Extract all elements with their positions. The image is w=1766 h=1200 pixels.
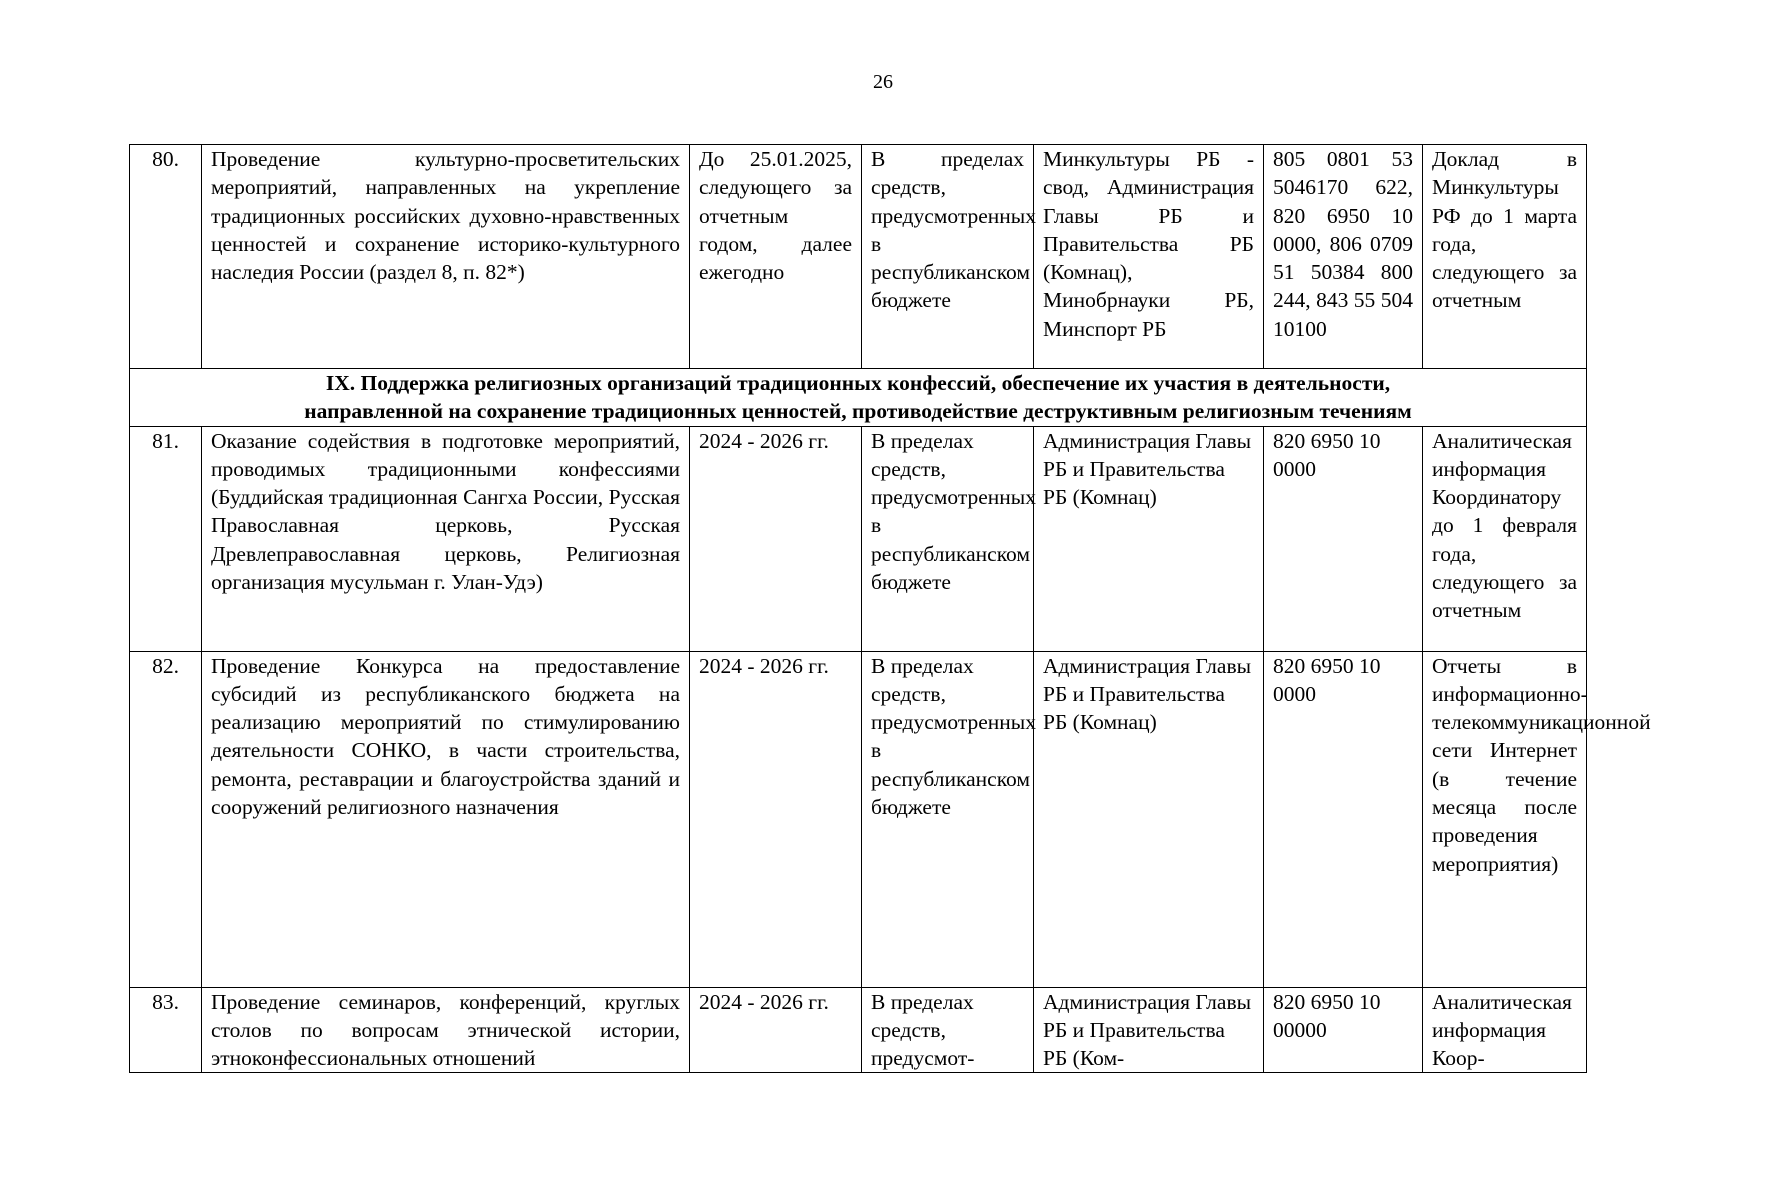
budget-codes-cell: 820 6950 10 0000: [1264, 426, 1423, 651]
action-plan-table: [129, 144, 1651, 1073]
activity-cell: Оказание содействия в подготовке мероприятий, проводимых традиционными конфессиями (Буддийская традиционная Сангха России, Русская Православная церковь, Русская Древлеправославная церковь, Религиозная организация мусульман г. Улан-Удэ): [202, 426, 690, 651]
executors-cell: Администрация Главы РБ и Правительства РБ (Ком-: [1034, 987, 1264, 1073]
deadline-cell: 2024 - 2026 гг.: [690, 426, 862, 651]
executors-cell: Администрация Главы РБ и Правительства РБ (Комнац): [1034, 651, 1264, 987]
deadline-cell: 2024 - 2026 гг.: [690, 987, 862, 1073]
result-cell: Отчеты в информационно-телекоммуникационной сети Интернет (в течение месяца после проведения мероприятия): [1423, 651, 1587, 987]
page-number: 26: [873, 71, 893, 93]
funding-cell: В пределах средств, предусмотренных в республиканском бюджете: [862, 426, 1034, 651]
result-cell: Аналитическая информация Коор-: [1423, 987, 1587, 1073]
table-row: [130, 987, 1587, 1073]
budget-codes-cell: 820 6950 10 0000: [1264, 651, 1423, 987]
budget-codes-cell: 820 6950 10 00000: [1264, 987, 1423, 1073]
table-row: [130, 426, 1587, 651]
funding-cell: В пределах средств, предусмот-: [862, 987, 1034, 1073]
row-number: 83.: [130, 987, 202, 1073]
table-row: [130, 651, 1587, 987]
budget-codes-cell: 805 0801 53 5046170 622, 820 6950 10 0000, 806 0709 51 50384 800 244, 843 55 504 10100: [1264, 145, 1423, 369]
activity-cell: Проведение семинаров, конференций, круглых столов по вопросам этнической истории, этноконфессиональных отношений: [202, 987, 690, 1073]
section-heading-line: IX. Поддержка религиозных организаций традиционных конфессий, обеспечение их участия в деятельности,: [325, 371, 1391, 395]
result-cell: Аналитическая информация Координатору до 1 февраля года, следующего за отчетным: [1423, 426, 1587, 651]
section-header-row: [130, 369, 1587, 427]
section-heading: [130, 369, 1587, 427]
row-number: 81.: [130, 426, 202, 651]
row-number: 82.: [130, 651, 202, 987]
table-row: [130, 145, 1587, 369]
row-number: 80.: [130, 145, 202, 369]
executors-cell: Минкультуры РБ - свод, Администрация Главы РБ и Правительства РБ (Комнац), Минобрнауки РБ, Минспорт РБ: [1034, 145, 1264, 369]
activity-cell: Проведение Конкурса на предоставление субсидий из республиканского бюджета на реализацию мероприятий по стимулированию деятельности СОНКО, в части строительства, ремонта, реставрации и благоустройства зданий и сооружений религиозного назначения: [202, 651, 690, 987]
section-heading-line: направленной на сохранение традиционных ценностей, противодействие деструктивным религиозным течениям: [304, 399, 1412, 424]
executors-cell: Администрация Главы РБ и Правительства РБ (Комнац): [1034, 426, 1264, 651]
activity-cell: Проведение культурно-просветительских мероприятий, направленных на укрепление традиционных российских духовно-нравственных ценностей и сохранение историко-культурного наследия России (раздел 8, п. 82*): [202, 145, 690, 369]
deadline-cell: До 25.01.2025, следующего за отчетным годом, далее ежегодно: [690, 145, 862, 369]
result-cell: Доклад в Минкультуры РФ до 1 марта года, следующего за отчетным: [1423, 145, 1587, 369]
funding-cell: В пределах средств, предусмотренных в республиканском бюджете: [862, 145, 1034, 369]
deadline-cell: 2024 - 2026 гг.: [690, 651, 862, 987]
funding-cell: В пределах средств, предусмотренных в республиканском бюджете: [862, 651, 1034, 987]
